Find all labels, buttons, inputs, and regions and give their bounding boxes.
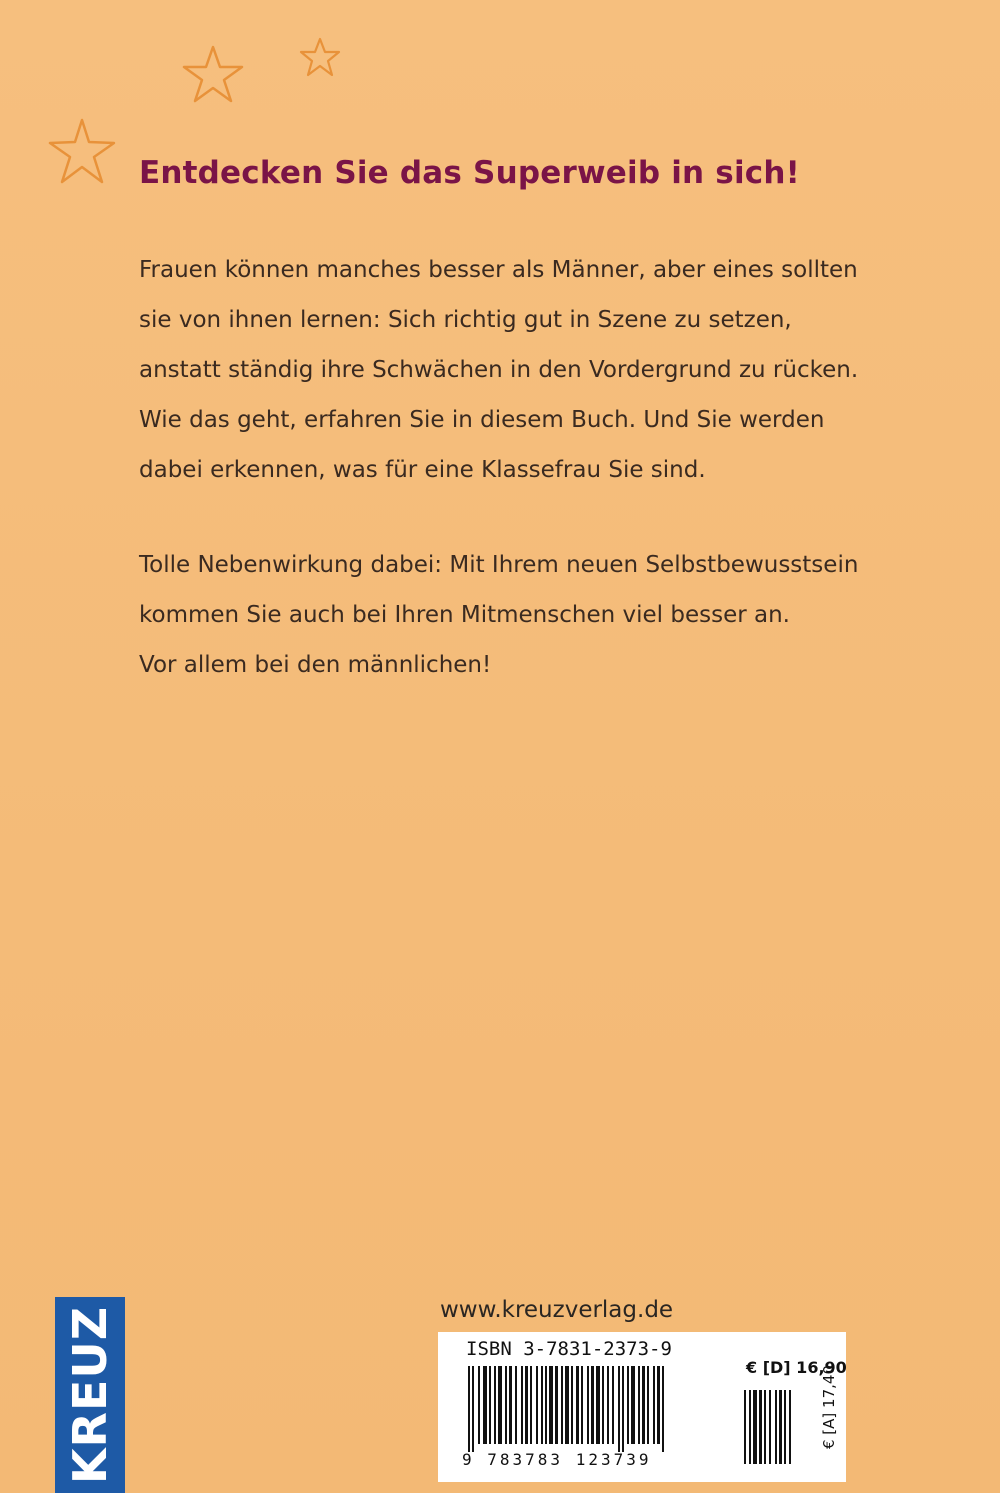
barcode-bar	[789, 1390, 791, 1464]
ean-barcode	[468, 1366, 730, 1452]
barcode-bar	[489, 1366, 491, 1444]
barcode-bar	[612, 1366, 614, 1444]
price-austria: € [A] 17,40	[820, 1365, 838, 1449]
text-line: Vor allem bei den männlichen!	[139, 652, 492, 678]
price-germany: € [D] 16,90	[746, 1358, 847, 1377]
barcode-bar	[472, 1366, 474, 1452]
ean-digits: 9 783783 123739	[462, 1450, 652, 1469]
barcode-bar	[591, 1366, 594, 1444]
barcode-bar	[631, 1366, 635, 1444]
text-line: Wie das geht, erfahren Sie in diesem Buch. Und Sie werden	[139, 407, 825, 433]
barcode-bar	[541, 1366, 543, 1444]
barcode-bar	[759, 1390, 762, 1464]
barcode-bar	[596, 1366, 600, 1444]
barcode-bar	[576, 1366, 579, 1444]
barcode-bar	[587, 1366, 589, 1444]
barcode-bar	[521, 1366, 523, 1444]
barcode-bar	[753, 1390, 757, 1464]
barcode-label	[438, 1332, 846, 1482]
barcode-bar	[784, 1390, 786, 1464]
body-paragraph-1	[139, 245, 899, 495]
barcode-bar	[618, 1366, 620, 1452]
barcode-bar	[607, 1366, 609, 1444]
barcode-bar	[545, 1366, 547, 1444]
publisher-name: KREUZ	[63, 1305, 117, 1485]
barcode-bar	[555, 1366, 558, 1444]
barcode-bar	[536, 1366, 538, 1444]
barcode-bar	[505, 1366, 507, 1444]
barcode-bar	[749, 1390, 751, 1464]
barcode-bar	[779, 1390, 782, 1464]
barcode-bar	[622, 1366, 624, 1452]
barcode-bar	[775, 1390, 777, 1464]
barcode-bar	[525, 1366, 528, 1444]
barcode-bar	[647, 1366, 649, 1444]
barcode-bar	[662, 1366, 664, 1452]
barcode-bar	[744, 1390, 746, 1464]
barcode-bar	[571, 1366, 573, 1444]
price-addon-barcode	[744, 1390, 814, 1472]
text-line: Tolle Nebenwirkung dabei: Mit Ihrem neuen Selbstbewusstsein	[139, 552, 859, 578]
barcode-bar	[602, 1366, 604, 1444]
headline: Entdecken Sie das Superweib in sich!	[139, 155, 800, 191]
barcode-bar	[653, 1366, 655, 1444]
publisher-website: www.kreuzverlag.de	[440, 1297, 674, 1323]
barcode-bar	[549, 1366, 553, 1444]
star-icon	[44, 116, 120, 190]
body-paragraph-2	[139, 540, 899, 690]
barcode-bar	[769, 1390, 771, 1464]
star-icon	[178, 43, 248, 109]
barcode-bar	[494, 1366, 496, 1444]
barcode-bar	[561, 1366, 563, 1444]
barcode-bar	[478, 1366, 480, 1444]
text-line: anstatt ständig ihre Schwächen in den Vordergrund zu rücken.	[139, 357, 859, 383]
text-line: sie von ihnen lernen: Sich richtig gut in Szene zu setzen,	[139, 307, 792, 333]
barcode-bar	[483, 1366, 487, 1444]
text-line: kommen Sie auch bei Ihren Mitmenschen viel besser an.	[139, 602, 790, 628]
isbn-number: ISBN 3-7831-2373-9	[466, 1338, 672, 1360]
star-icon	[297, 36, 343, 80]
publisher-logo	[55, 1297, 125, 1493]
barcode-bar	[530, 1366, 532, 1444]
barcode-bar	[515, 1366, 517, 1444]
barcode-bar	[657, 1366, 660, 1444]
barcode-bar	[509, 1366, 512, 1444]
barcode-bar	[627, 1366, 629, 1444]
barcode-bar	[468, 1366, 470, 1452]
text-line: Frauen können manches besser als Männer, aber eines sollten	[139, 257, 858, 283]
barcode-bar	[764, 1390, 766, 1464]
barcode-bar	[565, 1366, 569, 1444]
barcode-bar	[498, 1366, 502, 1444]
text-line: dabei erkennen, was für eine Klassefrau Sie sind.	[139, 457, 706, 483]
barcode-bar	[642, 1366, 645, 1444]
barcode-bar	[638, 1366, 640, 1444]
barcode-bar	[581, 1366, 583, 1444]
